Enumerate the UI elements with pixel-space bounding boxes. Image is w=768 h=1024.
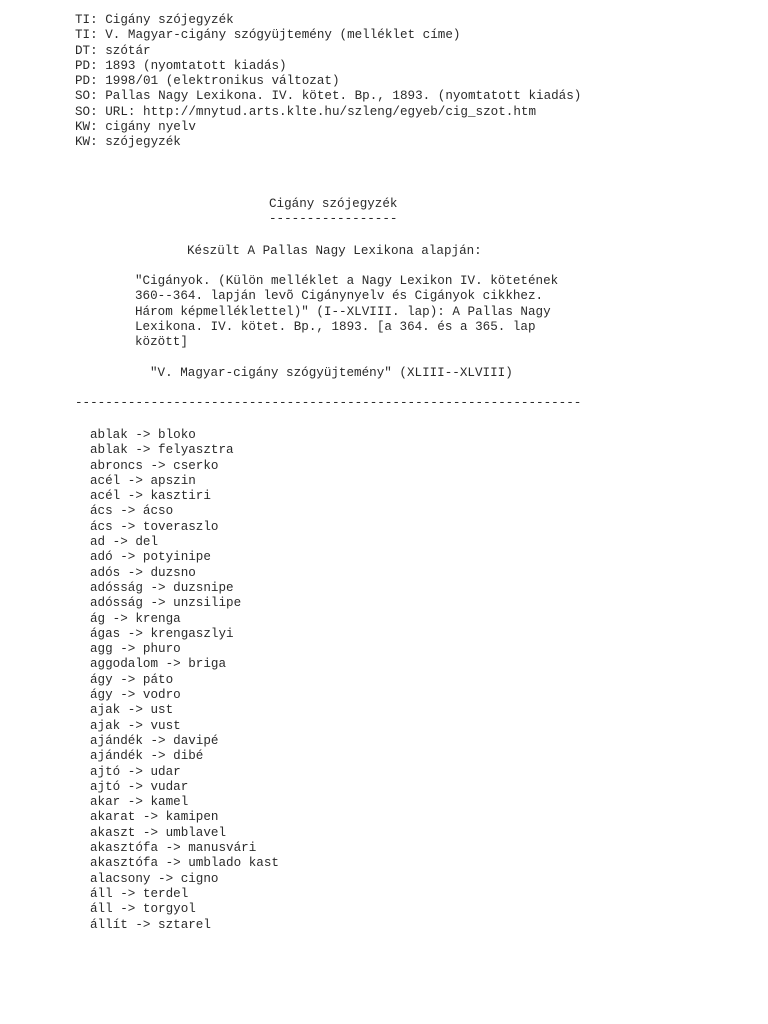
word-entry: acél -> apszin xyxy=(90,473,196,488)
meta-line: TI: Cigány szójegyzék xyxy=(75,13,234,27)
word-entry: ajak -> vust xyxy=(90,718,181,733)
word-entry: ajtó -> udar xyxy=(90,764,181,779)
word-entry: akasztófa -> umblado kast xyxy=(90,856,279,871)
document-title: Cigány szójegyzék xyxy=(269,197,398,211)
word-list xyxy=(90,428,279,933)
word-entry: akasztófa -> manusvári xyxy=(90,841,257,856)
word-entry: aggodalom -> briga xyxy=(90,657,227,672)
word-entry: ács -> toveraszlo xyxy=(90,519,219,534)
meta-line: DT: szótár xyxy=(75,43,151,58)
word-entry: adós -> duzsno xyxy=(90,565,196,580)
word-entry: áll -> torgyol xyxy=(90,902,196,917)
word-entry: abroncs -> cserko xyxy=(90,458,219,473)
word-entry: agg -> phuro xyxy=(90,642,181,657)
meta-line: PD: 1893 (nyomtatott kiadás) xyxy=(75,58,287,73)
word-entry: ág -> krenga xyxy=(90,611,181,626)
word-entry: akar -> kamel xyxy=(90,795,189,810)
quote-line: Három képmelléklettel)" (I--XLVIII. lap): A Pallas Nagy xyxy=(135,304,551,319)
word-entry: akarat -> kamipen xyxy=(90,810,219,825)
intro-text: Készült A Pallas Nagy Lexikona alapján: xyxy=(187,244,482,258)
quote-line: "Cigányok. (Külön melléklet a Nagy Lexikon IV. kötetének xyxy=(135,274,559,288)
meta-line: TI: V. Magyar-cigány szógyüjtemény (melléklet címe) xyxy=(75,28,461,43)
word-entry: ajtó -> vudar xyxy=(90,779,189,794)
word-entry: ablak -> felyasztra xyxy=(90,443,234,458)
meta-line: KW: cigány nyelv xyxy=(75,120,196,135)
quote-line: között] xyxy=(135,335,188,350)
word-entry: állít -> sztarel xyxy=(90,917,211,932)
word-entry: alacsony -> cigno xyxy=(90,871,219,886)
word-entry: adósság -> duzsnipe xyxy=(90,580,234,595)
meta-line: PD: 1998/01 (elektronikus változat) xyxy=(75,74,340,89)
word-entry: adó -> potyinipe xyxy=(90,550,211,565)
meta-line: KW: szójegyzék xyxy=(75,135,181,150)
section-title: "V. Magyar-cigány szógyüjtemény" (XLIII--XLVIII) xyxy=(150,366,513,380)
word-entry: adósság -> unzsilipe xyxy=(90,596,242,611)
meta-line: SO: URL: http://mnytud.arts.klte.hu/szleng/egyeb/cig_szot.htm xyxy=(75,104,537,119)
word-entry: ajak -> ust xyxy=(90,703,174,718)
word-entry: acél -> kasztiri xyxy=(90,489,211,504)
word-entry: ajándék -> dibé xyxy=(90,749,204,764)
source-quote xyxy=(135,274,558,350)
horizontal-rule: ------------------------------------------------------------------- xyxy=(75,396,582,410)
word-entry: ágy -> vodro xyxy=(90,688,181,703)
meta-line: SO: Pallas Nagy Lexikona. IV. kötet. Bp., 1893. (nyomtatott kiadás) xyxy=(75,89,582,104)
metadata-block xyxy=(75,13,581,151)
word-entry: áll -> terdel xyxy=(90,886,189,901)
word-entry: akaszt -> umblavel xyxy=(90,825,227,840)
word-entry: ágas -> krengaszlyi xyxy=(90,626,234,641)
title-underline: ----------------- xyxy=(269,212,398,226)
quote-line: 360--364. lapján levõ Cigánynyelv és Cigányok cikkhez. xyxy=(135,289,544,304)
word-entry: ács -> ácso xyxy=(90,504,174,519)
word-entry: ablak -> bloko xyxy=(90,428,196,442)
word-entry: ajándék -> davipé xyxy=(90,733,219,748)
quote-line: Lexikona. IV. kötet. Bp., 1893. [a 364. és a 365. lap xyxy=(135,319,536,334)
word-entry: ágy -> páto xyxy=(90,672,174,687)
word-entry: ad -> del xyxy=(90,535,159,550)
